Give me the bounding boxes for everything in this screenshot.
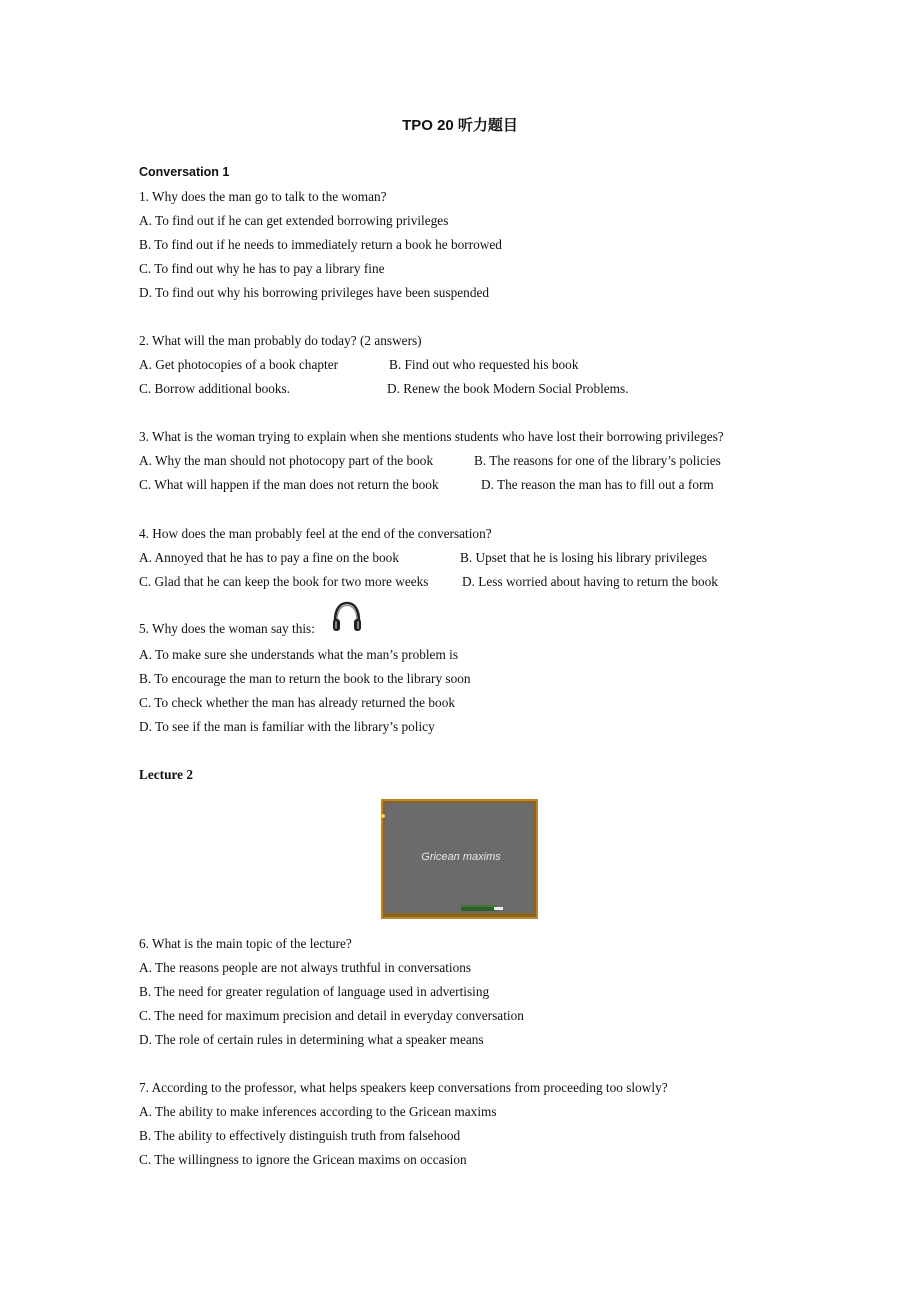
question-5-option-c: C. To check whether the man has already returned the book [139,695,455,710]
question-2-option-c: C. Borrow additional books. [139,381,291,396]
question-4-prompt: 4. How does the man probably feel at the end of the conversation? [139,526,492,541]
question-1-prompt: 1. Why does the man go to talk to the woman? [139,189,387,204]
question-2-option-a: A. Get photocopies of a book chapter [139,357,339,372]
question-7-option-c: C. The willingness to ignore the Gricean maxims on occasion [139,1152,467,1167]
blackboard-text: Gricean maxims [421,851,501,863]
question-1-option-c: C. To find out why he has to pay a library fine [139,261,385,276]
question-4-option-a: A. Annoyed that he has to pay a fine on the book [139,550,399,565]
question-1-option-a: A. To find out if he can get extended borrowing privileges [139,213,449,228]
blackboard-image [381,799,538,919]
question-5-option-d: D. To see if the man is familiar with the library’s policy [139,719,435,734]
page-title: TPO 20 听力题目 [402,117,518,134]
question-3-option-a: A. Why the man should not photocopy part of the book [139,453,434,468]
question-1-option-d: D. To find out why his borrowing privileges have been suspended [139,285,490,300]
question-7-prompt: 7. According to the professor, what helps speakers keep conversations from proceeding too slowly? [139,1080,668,1095]
question-5-option-a: A. To make sure she understands what the man’s problem is [139,647,458,662]
question-2-prompt: 2. What will the man probably do today? (2 answers) [139,333,422,348]
question-4-option-d: D. Less worried about having to return the book [462,574,718,589]
question-2-option-d: D. Renew the book Modern Social Problems. [387,381,629,396]
question-4-option-b: B. Upset that he is losing his library privileges [460,550,708,565]
question-7-option-b: B. The ability to effectively distinguish truth from falsehood [139,1128,461,1143]
question-3-option-b: B. The reasons for one of the library’s policies [474,453,721,468]
question-6-option-c: C. The need for maximum precision and detail in everyday conversation [139,1008,524,1023]
question-5-prompt: 5. Why does the woman say this: [139,621,315,636]
headphones-icon[interactable] [330,600,364,634]
question-2-option-b: B. Find out who requested his book [389,357,579,372]
question-6-option-a: A. The reasons people are not always truthful in conversations [139,960,472,975]
question-1-option-b: B. To find out if he needs to immediately return a book he borrowed [139,237,502,252]
question-6-option-b: B. The need for greater regulation of language used in advertising [139,984,490,999]
question-7-option-a: A. The ability to make inferences according to the Gricean maxims [139,1104,497,1119]
question-4-option-c: C. Glad that he can keep the book for two more weeks [139,574,429,589]
question-6-option-d: D. The role of certain rules in determining what a speaker means [139,1032,484,1047]
question-5-option-b: B. To encourage the man to return the book to the library soon [139,671,471,686]
section-heading-lecture-2: Lecture 2 [139,767,194,782]
question-3-option-d: D. The reason the man has to fill out a form [481,477,714,492]
section-heading-conversation-1: Conversation 1 [139,165,230,179]
question-3-prompt: 3. What is the woman trying to explain when she mentions students who have lost their borrowing privileges? [139,429,724,444]
question-6-prompt: 6. What is the main topic of the lecture? [139,936,352,951]
question-3-option-c: C. What will happen if the man does not return the book [139,477,439,492]
